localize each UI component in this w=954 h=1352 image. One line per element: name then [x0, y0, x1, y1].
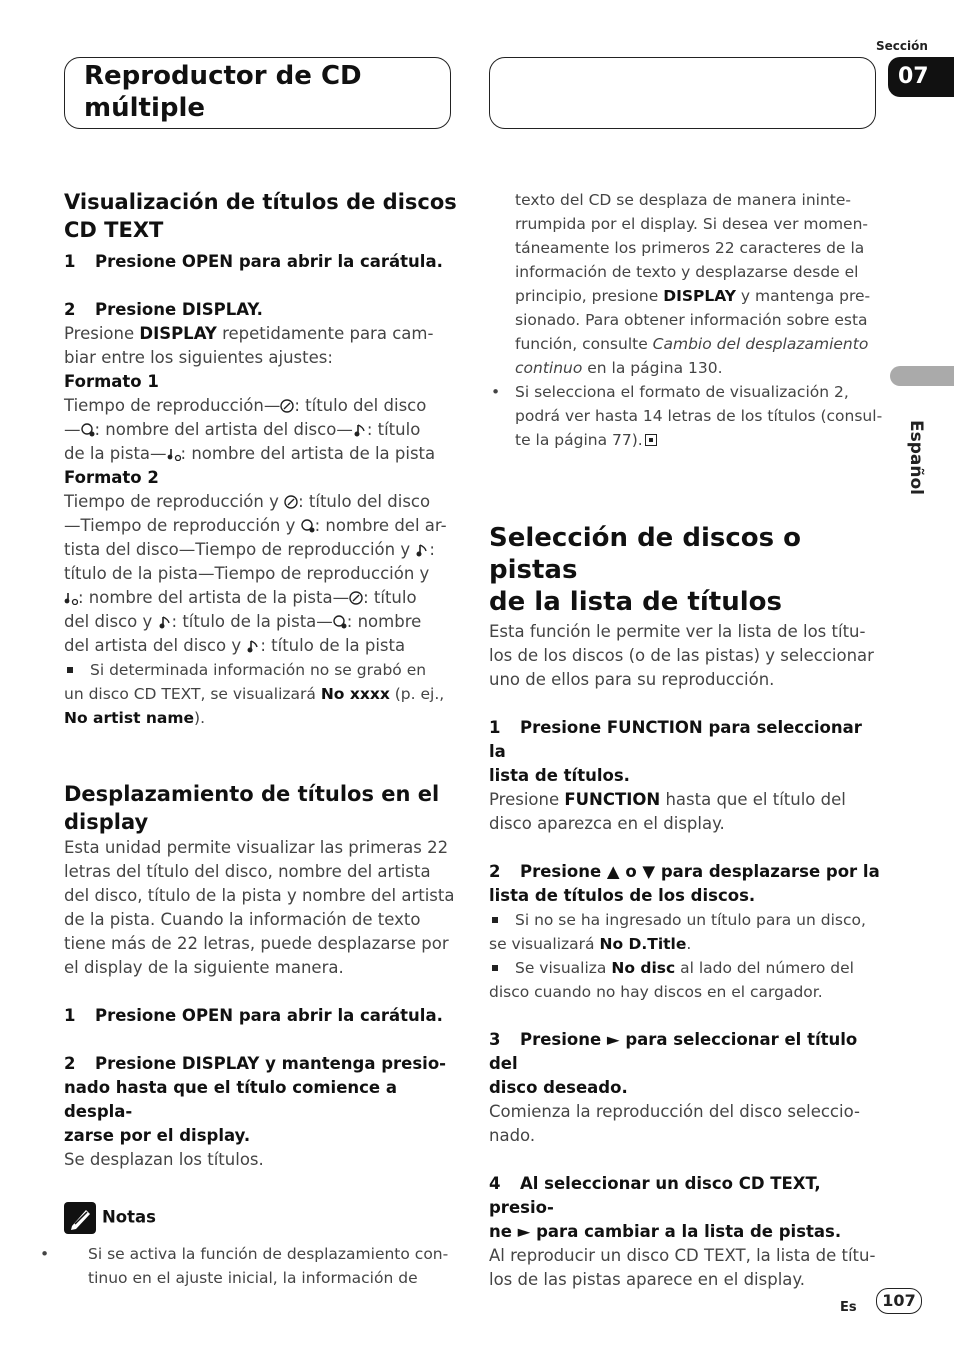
heading-select-discs: Selección de discos o pistas de la lista de títulos [489, 523, 802, 617]
page-title: Reproductor de CD múltiple [84, 61, 362, 123]
notes-bullet-2: • Si selecciona el formato de visualización 2, podrá ver hasta 14 letras de los títulos (consul- te la página 77). [491, 383, 883, 449]
notes-header: Notas [64, 1202, 459, 1234]
disc-artist-icon [81, 423, 95, 437]
select-step-3: 3 Presione ► para seleccionar el título del disco deseado. [489, 1030, 858, 1097]
disc-title-icon [349, 591, 363, 605]
pencil-icon [64, 1202, 96, 1234]
left-column: Visualización de títulos de discos CD TEXT 1 Presione OPEN para abrir la carátula. 2 Presione DISPLAY. Presione DISPLAY repetidamente para cam- biar entre los siguientes ajustes: Formato 1 Tiempo de reproducción— : título del disco — : nombre del artista del disco— : título de la pista— : nombre del artista de la pista Formato 2 Tiempo de reproducción y : título del disco —Tiempo de reproducción y : nombre del ar- tista del disco—Tiempo de reproducción y : título de la pista—Tiempo de reproducción y : nombre del artista de la pista— : título del disco y : título de la pista— : nombre del artista del disco y : título de la pista Si determinada información no se grabó en un disco CD TEXT, se visualizará No xxxx (p. ej., No artist name). Desplazamiento de títulos en el display Esta unidad permite visualizar las primeras 22 letras del título del disco, nombre del artista del disco, título de la pista y nombre del artista de la pista. Cuando la información de texto tiene más de 22 letras, puede desplazarse por el display de la siguiente manera. 1 Presione OPEN para abrir la carátula. 2 Presione DISPLAY y mantenga presio- nado hasta que el título comience a despla- zarse por el display. Se desplazan los títulos. Notas • Si se activa la función de desplazamiento con- tinuo en el ajuste inicial, la información de [64, 188, 459, 1290]
section-label: Sección [876, 39, 928, 53]
step-2-note-1: Si no se ha ingresado un título para un disco, [489, 908, 884, 932]
format-1-label: Formato 1 [64, 372, 159, 391]
disc-artist-icon [333, 615, 347, 629]
step-2-note-2: Se visualiza No disc al lado del número del [489, 956, 884, 980]
scroll-step-2: 2 Presione DISPLAY y mantenga presio- nado hasta que el título comience a despla- zarse por el display. [64, 1054, 447, 1145]
notes-bullet-1-continued: texto del CD se desplaza de manera ininte- rrumpida por el display. Si desea ver momen- táneamente los primeros 22 caracteres de la información de texto y desplazarse desde el principio, presione DISPLAY y mantenga pre- sionado. Para obtener información sobre esta función, consulte Cambio del desplazamiento continuo en la página 130. [515, 191, 871, 377]
language-tab [890, 366, 954, 386]
track-artist-icon [167, 447, 181, 461]
disc-title-icon [284, 495, 298, 509]
section-number-badge: 07 [888, 57, 954, 97]
select-step-1: 1 Presione FUNCTION para seleccionar la lista de títulos. [489, 718, 862, 785]
note-no-info: Si determinada información no se grabó en [64, 658, 459, 682]
track-title-icon [246, 639, 260, 653]
end-mark-icon [645, 434, 657, 446]
language-label: Español [906, 420, 926, 495]
track-title-icon [415, 543, 429, 557]
header-empty-box [489, 57, 876, 129]
scroll-paragraph: Esta unidad permite visualizar las primeras 22 letras del título del disco, nombre del artista del disco, título de la pista y nombre del artista de la pista. Cuando la información de texto tiene más de 22 letras, puede desplazarse por el display de la siguiente manera. [64, 838, 455, 977]
notes-bullet-1: • Si se activa la función de desplazamiento con- tinuo en el ajuste inicial, la información de [40, 1245, 449, 1287]
select-paragraph: Esta función le permite ver la lista de los títu- los de los discos (o de las pistas) y seleccionar uno de ellos para su reproducción. [489, 622, 874, 689]
track-title-icon [353, 423, 367, 437]
right-column: texto del CD se desplaza de manera ininte- rrumpida por el display. Si desea ver momen- táneamente los primeros 22 caracteres de la información de texto y desplazarse desde el principio, presione DISPLAY y mantenga pre- sionado. Para obtener información sobre esta función, consulte Cambio del desplazamiento continuo en la página 130. • Si selecciona el formato de visualización 2, podrá ver hasta 14 letras de los títulos (consul- te la página 77). Selección de discos o pistas de la lista de títulos Esta función le permite ver la lista de los títu- los de los discos (o de las pistas) y seleccionar uno de ellos para su reproducción. 1 Presione FUNCTION para seleccionar la lista de títulos. Presione FUNCTION hasta que el título del disco aparezca en el display. 2 Presione ▲ o ▼ para desplazarse por la lista de títulos de los discos. Si no se ha ingresado un título para un disco, se visualizará No D.Title. Se visualiza No disc al lado del número del disco cuando no hay discos en el cargador. 3 Presione ► para seleccionar el título del disco deseado. Comienza la reproducción del disco seleccio- nado. 4 Al seleccionar un disco CD TEXT, presio- ne ► para cambiar a la lista de pistas. Al reproducir un disco CD TEXT, la lista de títu- los de las pistas aparece en el display. [489, 188, 884, 1292]
step-2: 2 Presione DISPLAY. [64, 300, 263, 319]
footer-lang-code: Es [840, 1300, 857, 1315]
step-1: 1 Presione OPEN para abrir la carátula. [64, 252, 443, 271]
heading-cd-text: Visualización de títulos de discos CD TEXT [64, 190, 457, 242]
track-title-icon [158, 615, 172, 629]
track-artist-icon [64, 591, 78, 605]
heading-scroll: Desplazamiento de títulos en el display [64, 782, 440, 834]
scroll-step-1: 1 Presione OPEN para abrir la carátula. [64, 1006, 443, 1025]
disc-title-icon [280, 399, 294, 413]
step-2-text: Presione DISPLAY repetidamente para cam- [64, 324, 434, 343]
select-step-4: 4 Al seleccionar un disco CD TEXT, presio- ne ► para cambiar a la lista de pistas. [489, 1174, 842, 1241]
format-2-label: Formato 2 [64, 468, 159, 487]
select-step-2: 2 Presione ▲ o ▼ para desplazarse por la lista de títulos de los discos. [489, 862, 880, 905]
page-number-badge: 107 [876, 1288, 922, 1314]
disc-artist-icon [301, 519, 315, 533]
